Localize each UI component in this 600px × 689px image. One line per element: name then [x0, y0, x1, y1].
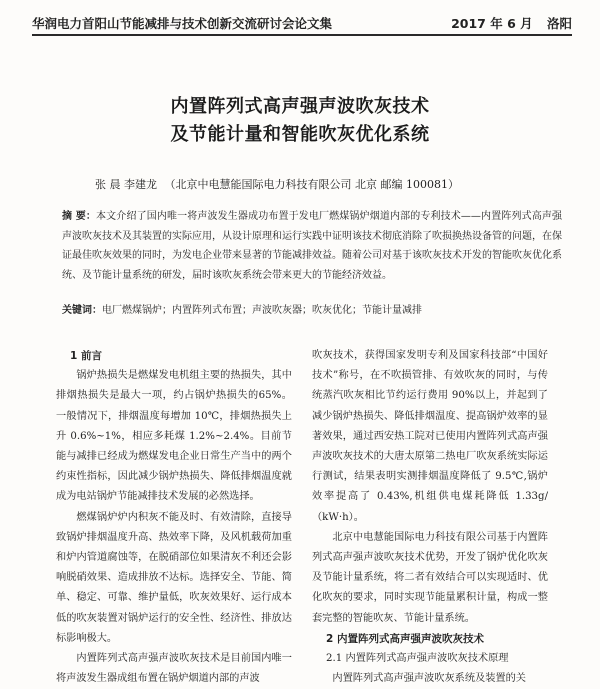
section-1-heading: 1 前言	[70, 350, 102, 362]
keywords-text: 电厂燃煤锅炉；内置阵列式布置；声波吹灰器；吹灰优化；节能计量减排	[102, 305, 422, 316]
section-1-paragraph-4: 北京中电慧能国际电力科技有限公司基于内置阵列式高声强声波吹灰技术优势，开发了锅炉优化吹灰及节能计量系统，将二者有效结合可以实现适时、优化吹灰的要求，同时实现节能量累积计量，构成一整套完整的智能吹灰、节能计量系统。	[312, 531, 548, 624]
body-column-left	[56, 346, 292, 689]
paper-title-line-1: 内置阵列式高声强声波吹灰技术	[170, 96, 430, 117]
abstract-label: 摘 要：	[62, 211, 97, 222]
header-proceedings-title: 华润电力首阳山节能减排与技术创新交流研讨会论文集	[32, 16, 333, 31]
header-place: 洛阳	[546, 16, 572, 31]
section-1-paragraph-1: 锅炉热损失是燃煤发电机组主要的热损失，其中排烟热损失是最大一项，约占锅炉热损失的65%。一般情况下，排烟温度每增加 10℃，排烟热损失上升 0.6%~1%，相应多耗煤 1.2%~2.4%。目前节能与减排已经成为燃煤发电企业日常生产当中的两个约束性指标，因此减少锅炉热损失、降低排烟温度就成为电站锅炉节能减排技术发展的必然选择。	[56, 370, 292, 503]
author-line	[95, 176, 555, 192]
author-names: 张 晨 李建龙	[95, 178, 157, 191]
paper-title-line-2: 及节能计量和智能吹灰优化系统	[170, 124, 430, 145]
section-1-paragraph-3-continued: 吹灰技术，获得国家发明专利及国家科技部“中国好技术”称号，在不吹损管排、有效吹灰的同时，与传统蒸汽吹灰相比节约运行费用 90%以上，并起到了减少锅炉热损失、降低排烟温度、提高锅炉效率的显著效果，通过西安热工院对已使用内置阵列式高声强声波吹灰技术的大唐太原第二热电厂吹灰系统实际运行测试，结果表明实测排烟温度降低了 9.5℃,锅炉效率提高了 0.43%,机组供电煤耗降低 1.33g/（kW·h）。	[312, 350, 548, 523]
author-affiliation: （北京中电慧能国际电力科技有限公司 北京 邮编 100081）	[164, 178, 459, 191]
section-1-paragraph-2: 燃煤锅炉炉内积灰不能及时、有效清除，直接导致锅炉排烟温度升高、热效率下降，及风机载荷加重和炉内管道腐蚀等，在脱硝部位如果清灰不利还会影响脱硝效果、造成排放不达标。选择安全、节能、简单、稳定、可靠、维护量低，吹灰效果好、运行成本低的吹灰装置对锅炉运行的安全性、经济性、排放达标影响极大。	[56, 511, 292, 644]
running-header	[32, 14, 572, 32]
body-column-right	[312, 346, 548, 689]
abstract	[62, 207, 562, 285]
section-1-paragraph-3: 内置阵列式高声强声波吹灰技术是目前国内唯一将声波发生器成组布置在锅炉烟道内部的声波	[56, 653, 292, 685]
section-2-heading: 2 内置阵列式高声强声波吹灰技术	[326, 632, 484, 645]
keywords	[62, 301, 562, 316]
header-rule	[32, 34, 572, 36]
section-2-1-heading: 2.1 内置阵列式高声强声波吹灰技术原理	[326, 653, 509, 665]
keywords-label: 关键词：	[62, 305, 102, 316]
header-date-place	[441, 14, 572, 32]
abstract-text: 本文介绍了国内唯一将声波发生器成功布置于发电厂燃煤锅炉烟道内部的专利技术——内置阵列式高声强声波吹灰技术及其装置的实际应用，从设计原理和运行实践中证明该技术彻底消除了吹损换热设备管的问题，在保证最佳吹灰效果的同时，为发电企业带来显著的节能减排效益。随着公司对基于该吹灰技术开发的智能吹灰优化系统、及节能计量系统的研发，届时该吹灰系统会带来更大的节能经济效益。	[62, 211, 563, 281]
header-date: 2017 年 6 月	[451, 16, 533, 31]
section-2-1-paragraph-1: 内置阵列式高声强声波吹灰系统及装置的关	[332, 673, 526, 685]
